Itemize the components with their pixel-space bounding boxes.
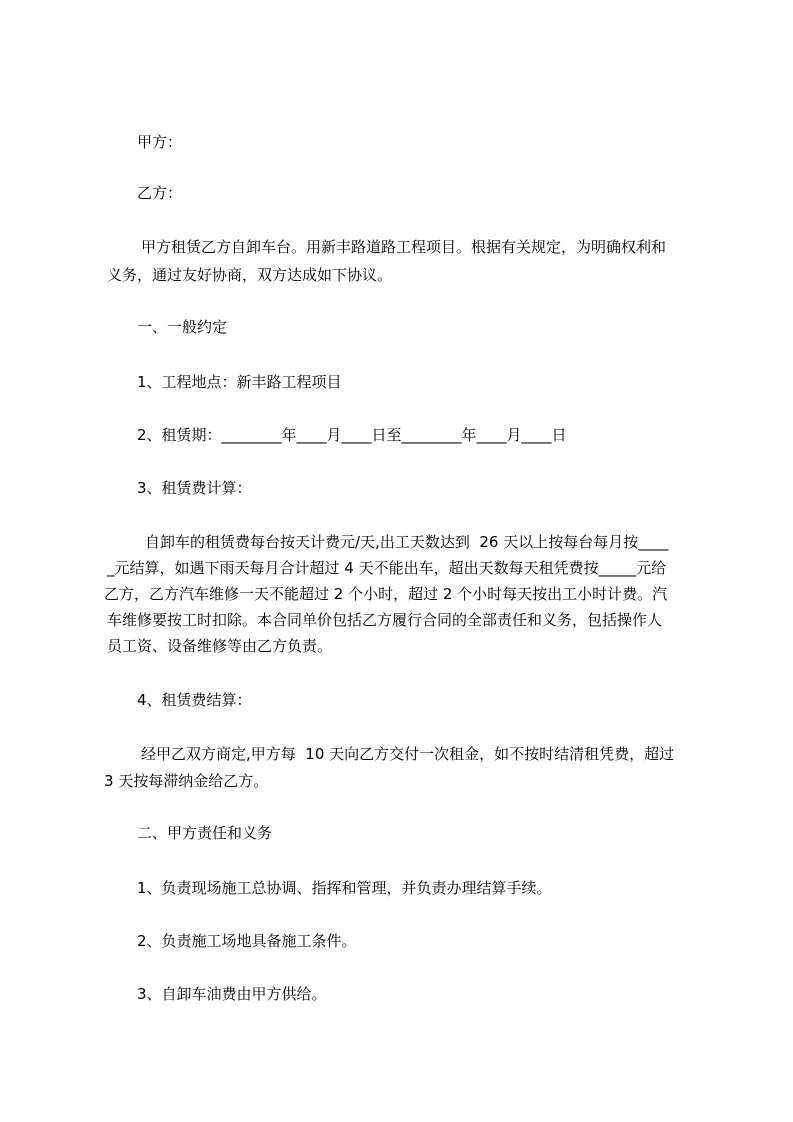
party-b-label: 乙方： <box>137 184 183 202</box>
rent-paragraph-line-1: 自卸车的租赁费每台按天计费元/天,出工天数达到 26 天以上按每台每月按____ <box>145 533 669 551</box>
section-2-heading: 二、甲方责任和义务 <box>137 824 273 842</box>
section-1-item-1: 1、工程地点：新丰路工程项目 <box>137 373 342 391</box>
intro-line-1: 甲方租赁乙方自卸车台。用新丰路道路工程项目。根据有关规定，为明确权利和 <box>141 238 667 256</box>
rent-paragraph-line-3: 乙方，乙方汽车维修一天不能超过 2 个小时，超过 2 个小时每天按出工小时计费。汽 <box>104 585 668 603</box>
settlement-paragraph-line-2: 3 天按每滞纳金给乙方。 <box>104 772 269 790</box>
settlement-paragraph-line-1: 经甲乙双方商定,甲方每 10 天向乙方交付一次租金，如不按时结清租凭费，超过 <box>141 745 675 763</box>
party-a-label: 甲方： <box>137 133 183 151</box>
section-1-heading: 一、一般约定 <box>137 318 228 336</box>
section-2-item-1: 1、负责现场施工总协调、指挥和管理，并负责办理结算手续。 <box>137 879 552 897</box>
intro-line-2: 义务，通过友好协商，双方达成如下协议。 <box>107 266 393 284</box>
section-1-item-3: 3、租赁费计算： <box>137 479 252 497</box>
rent-paragraph-line-2: _元结算，如遇下雨天每月合计超过 4 天不能出车，超出天数每天租凭费按_____元给 <box>107 559 667 577</box>
section-1-item-4: 4、租赁费结算： <box>137 691 252 709</box>
section-2-item-2: 2、负责施工场地具备施工条件。 <box>137 932 357 950</box>
section-1-item-2: 2、租赁期：________年____月____日至________年____月____日 <box>137 426 567 444</box>
section-2-item-3: 3、自卸车油费由甲方供给。 <box>137 985 327 1003</box>
rent-paragraph-line-5: 员工资、设备维修等由乙方负责。 <box>107 637 333 655</box>
rent-paragraph-line-4: 车维修要按工时扣除。本合同单价包括乙方履行合同的全部责任和义务，包括操作人 <box>107 611 663 629</box>
